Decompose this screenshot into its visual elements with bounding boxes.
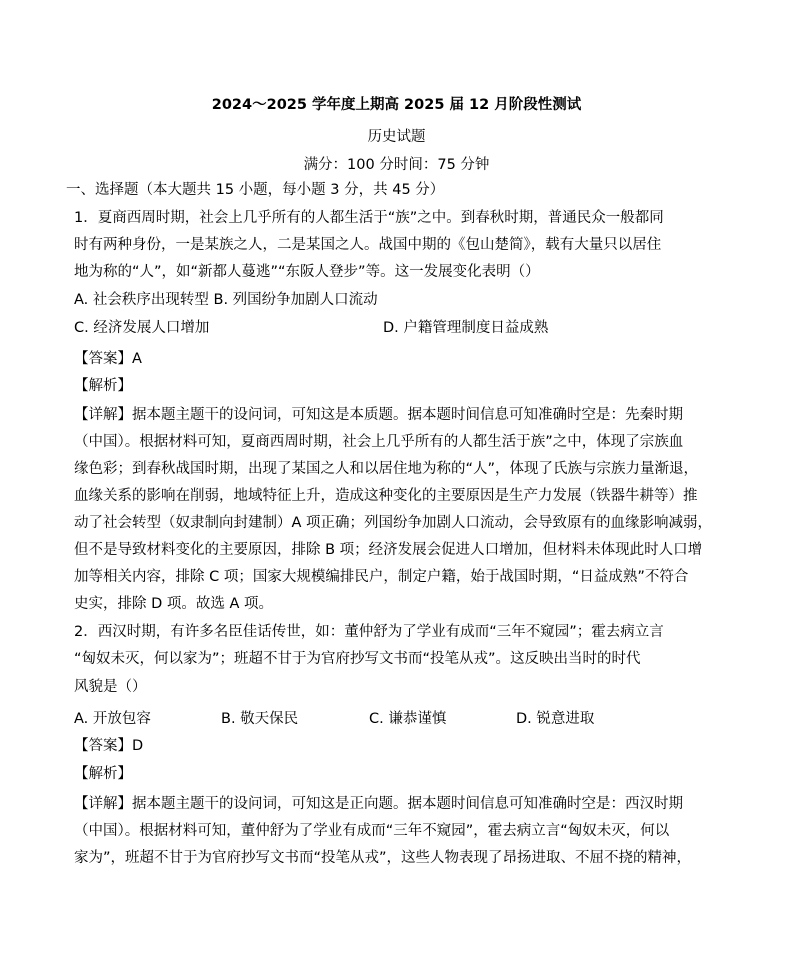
q1-stem-line: 1．夏商西周时期，社会上几乎所有的人都生活于“族”之中。到春秋时期，普通民众一般都同 (74, 210, 664, 226)
q2-stem-line: 风貌是（） (74, 679, 147, 695)
q2-answer: 【答案】D (74, 738, 144, 754)
q2-stem-line: 2．西汉时期，有许多名臣佳话传世，如：董仲舒为了学业有成而“三年不窥园”；霍去病立言 (74, 624, 664, 640)
section-heading: 一、选择题（本大题共 15 小题，每小题 3 分，共 45 分） (66, 182, 445, 198)
q1-options-ab: A. 社会秩序出现转型 B. 列国纷争加剧人口流动 (74, 292, 378, 308)
q2-option-c: C. 谦恭谨慎 (369, 711, 447, 727)
q2-option-b: B. 敬天保民 (221, 711, 299, 727)
q1-detail-line: 血缘关系的影响在削弱，地域特征上升，造成这种变化的主要原因是生产力发展（铁器牛耕等）推 (74, 488, 698, 504)
q1-detail-line: 动了社会转型（奴隶制向封建制）A 项正确；列国纷争加剧人口流动，会导致原有的血缘影响减弱， (74, 515, 713, 531)
q2-detail-line: 家为”，班超不甘于为官府抄写文书而“投笔从戎”，这些人物表现了昂扬进取、不屈不挠的精神， (74, 850, 692, 866)
exam-meta: 满分：100 分时间：75 分钟 (303, 157, 490, 173)
q2-option-a: A. 开放包容 (74, 711, 151, 727)
q2-option-d: D. 锐意进取 (516, 711, 595, 727)
q1-detail-line: 缘色彩；到春秋战国时期，出现了某国之人和以居住地为称的“人”，体现了氏族与宗族力量渐退， (74, 461, 699, 477)
q1-option-c: C. 经济发展人口增加 (74, 320, 210, 336)
q2-detail-line: 【详解】据本题主题干的设问词，可知这是正向题。据本题时间信息可知准确时空是：西汉时期 (74, 796, 683, 812)
q1-detail-line: 加等相关内容，排除 C 项；国家大规模编排民户，制定户籍，始于战国时期，“日益成熟”不符合 (74, 569, 689, 585)
q1-detail-line: 但不是导致材料变化的主要原因，排除 B 项；经济发展会促进人口增加，但材料未体现此时人口增 (74, 542, 703, 558)
q2-stem-line: “匈奴未灭，何以家为”；班超不甘于为官府抄写文书而“投笔从戎”。这反映出当时的时代 (74, 651, 641, 667)
q1-detail-line: 【详解】据本题主题干的设问词，可知这是本质题。据本题时间信息可知准确时空是：先秦时期 (74, 407, 683, 423)
q1-answer: 【答案】A (74, 351, 142, 367)
q1-stem-line: 地为称的“人”，如“新都人蔓逃”“东阪人登步”等。这一发展变化表明（） (74, 264, 540, 280)
q1-option-d: D. 户籍管理制度日益成熟 (383, 320, 549, 336)
subject-title: 历史试题 (367, 129, 426, 145)
q1-detail-line: （中国）。根据材料可知，夏商西周时期，社会上几乎所有的人都生活于族”之中，体现了宗族血 (74, 434, 684, 450)
exam-title: 2024～2025 学年度上期高 2025 届 12 月阶段性测试 (211, 97, 582, 113)
q2-detail-line: （中国）。根据材料可知，董仲舒为了学业有成而“三年不窥园”，霍去病立言“匈奴未灭，何以 (74, 823, 670, 839)
q1-stem-line: 时有两种身份，一是某族之人，二是某国之人。战国中期的《包山楚简》，载有大量只以居住 (74, 237, 662, 253)
q2-analysis-label: 【解析】 (74, 766, 132, 782)
q1-detail-line: 史实，排除 D 项。故选 A 项。 (74, 596, 274, 612)
q1-analysis-label: 【解析】 (74, 378, 132, 394)
